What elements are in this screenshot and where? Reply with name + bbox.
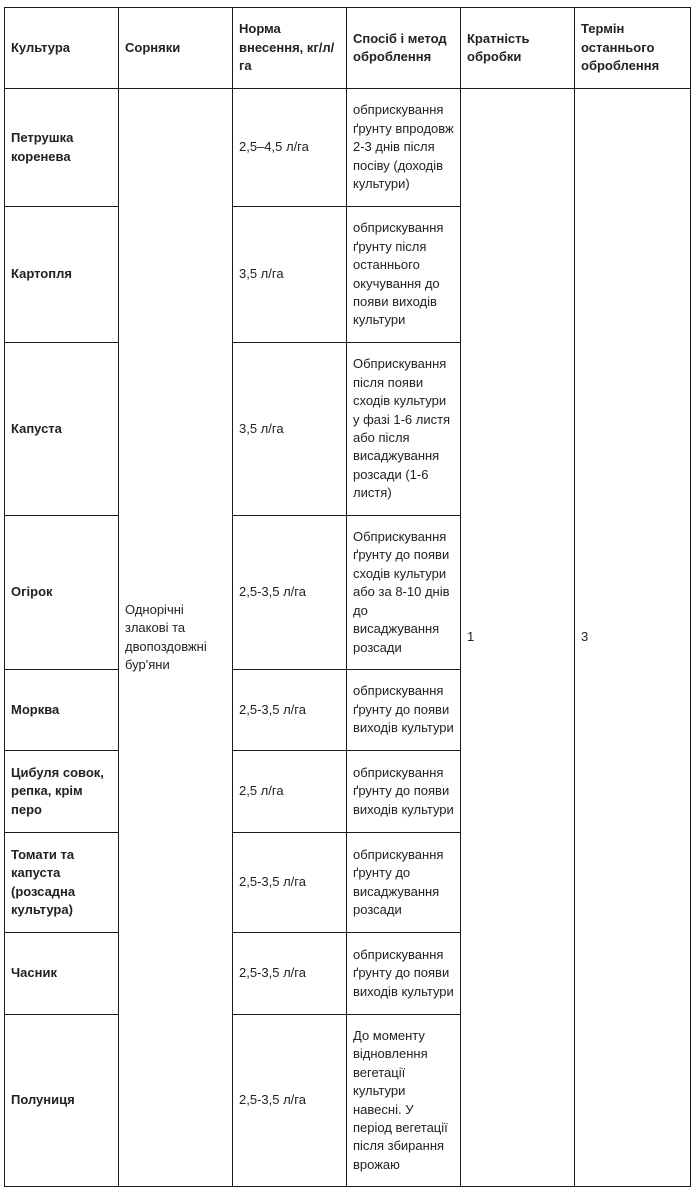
rate-cell: 2,5-3,5 л/га (233, 933, 347, 1015)
last-treatment-cell: 3 (575, 89, 691, 1187)
crop-cell: Цибуля совок, репка, крім перо (5, 751, 119, 833)
crop-cell: Полуниця (5, 1015, 119, 1187)
crop-cell: Петрушка коренева (5, 89, 119, 207)
method-cell: обприскування ґрунту впродовж 2-3 днів після посіву (доходів культури) (347, 89, 461, 207)
method-cell: Обприскування ґрунту до появи сходів культури або за 8-10 днів до висаджування розсади (347, 516, 461, 670)
frequency-cell: 1 (461, 89, 575, 1187)
method-cell: До моменту відновлення вегетації культури навесні. У період вегетації після збирання врожаю (347, 1015, 461, 1187)
header-last-treatment: Термін останнього оброблення (575, 8, 691, 89)
header-row (5, 8, 691, 89)
method-cell: обприскування ґрунту до висаджування розсади (347, 833, 461, 933)
rate-cell: 3,5 л/га (233, 343, 347, 516)
crop-cell: Часник (5, 933, 119, 1015)
header-method: Спосіб і метод оброблення (347, 8, 461, 89)
rate-cell: 2,5-3,5 л/га (233, 833, 347, 933)
table-body (5, 89, 691, 1187)
weeds-cell: Однорічні злакові та двопоздовжні бур'яни (119, 89, 233, 1187)
rate-cell: 3,5 л/га (233, 207, 347, 343)
header-crop: Культура (5, 8, 119, 89)
rate-cell: 2,5 л/га (233, 751, 347, 833)
rate-cell: 2,5-3,5 л/га (233, 516, 347, 670)
crop-cell: Капуста (5, 343, 119, 516)
rate-cell: 2,5-3,5 л/га (233, 1015, 347, 1187)
crop-cell: Картопля (5, 207, 119, 343)
method-cell: обприскування ґрунту до появи виходів культури (347, 933, 461, 1015)
method-cell: Обприскування після появи сходів культури у фазі 1-6 листя або після висаджування розсади (1-6 листя) (347, 343, 461, 516)
header-rate: Норма внесення, кг/л/га (233, 8, 347, 89)
method-cell: обприскування ґрунту до появи виходів культури (347, 670, 461, 751)
herbicide-application-table (4, 7, 691, 1187)
table-header (5, 8, 691, 89)
method-cell: обприскування ґрунту до появи виходів культури (347, 751, 461, 833)
table-row (5, 89, 691, 207)
crop-cell: Огірок (5, 516, 119, 670)
rate-cell: 2,5–4,5 л/га (233, 89, 347, 207)
header-weeds: Сорняки (119, 8, 233, 89)
header-frequency: Кратність обробки (461, 8, 575, 89)
method-cell: обприскування ґрунту після останнього окучування до появи виходів культури (347, 207, 461, 343)
rate-cell: 2,5-3,5 л/га (233, 670, 347, 751)
crop-cell: Морква (5, 670, 119, 751)
crop-cell: Томати та капуста (розсадна культура) (5, 833, 119, 933)
